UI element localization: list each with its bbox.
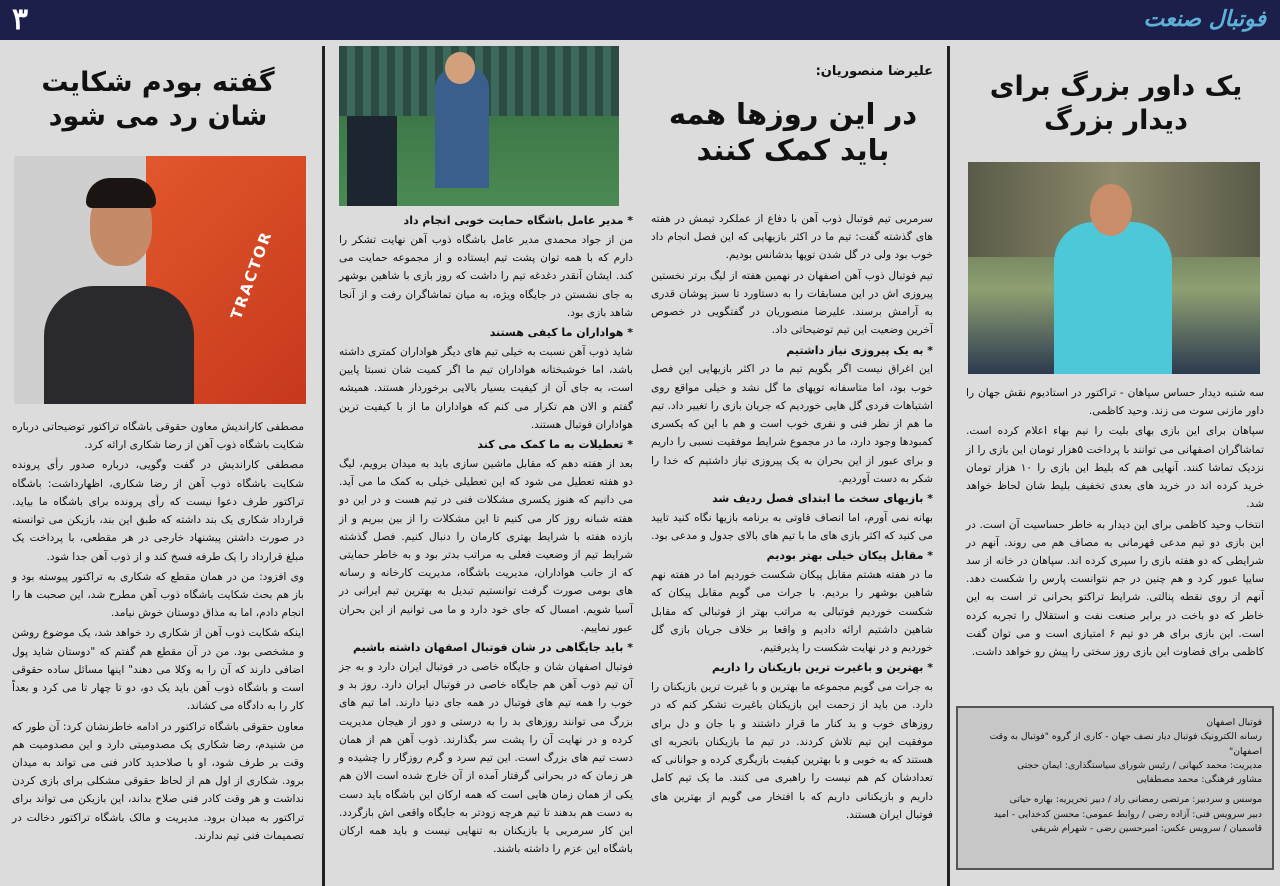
paragraph: مصطفی کاراندیش معاون حقوقی باشگاه تراکتور توضیحاتی درباره شکایت باشگاه ذوب آهن از رضا شکاری ارائه کرد.: [12, 421, 304, 452]
paragraph: سه شنبه دیدار حساس سپاهان - تراکتور در استادیوم نقش جهان را داور مازنی سوت می زند. وحید کاظمی.: [966, 387, 1264, 418]
referee-photo: [968, 162, 1260, 374]
tractor-flag-text: TRACTOR: [227, 228, 276, 322]
paragraph: مصطفی کاراندیش در گفت وگویی، درباره صدور رأی پرونده شکایت باشگاه ذوب آهن از رضا شکاری، اظهارداشت: باشگاه تراکتور طرف دعوا نیست که رأی پرونده برای باشگاه ما بیاید. قرارداد شکاری یک بند داشته که طبق این بند، بازیکن می توانسته در صورت داشتن پیشنهاد خارجی در هر مقطعی، با پرداخت یک مبلغ قرارداد را یک طرفه فسخ کند و از ذوب آهن جدا شود.: [12, 459, 304, 563]
middle-column: [322, 46, 950, 886]
paragraph: بهانه نمی آورم، اما انصاف قاوتی به برنامه بازیها نگاه کنید تایید می کنید که اکثر بازی های ما با تیم های بالای جدول و مدعی بود.: [651, 511, 933, 543]
complaint-article-body: [12, 418, 304, 847]
credit-line: دبیر سرویس فنی: آزاده رضی / روابط عمومی: محسن کدخدایی - امید قاسمیان / سرویس عکس: امیرحسین رضی - شهرام شریفی: [993, 808, 1262, 834]
subheading: * مدیر عامل باشگاه حمایت خوبی انجام داد: [403, 214, 633, 227]
paragraph: اینکه شکایت ذوب آهن از شکاری رد خواهد شد، یک موضوع روشن و مشخصی بود. من در آن مقطع هم گفتم که "دوستان شاید پول اضافی دارند که آن را به وکلا می دهند" اینها مسائل ساده حقوقی است و باشگاه ذوب آهن باید یک دو، دو تا چهار تا می کرد و بعداً کار را به دادگاه می کشاند.: [12, 627, 304, 713]
credit-line: موسس و سردبیر: مرتضی رمضانی راد / دبیر تحریریه: بهاره حیاتی: [1009, 794, 1262, 806]
interview-headline: در این روزها همه باید کمک کنند: [668, 97, 918, 168]
interview-body-right: [651, 210, 933, 826]
masthead-credits: [956, 706, 1274, 870]
complaint-article-headline: گفته بودم شکایت شان رد می شود: [41, 67, 275, 132]
subheading: * به یک پیروزی نیاز داشتیم: [786, 343, 933, 357]
paragraph: ما در هفته هشتم مقابل پیکان شکست خوردیم اما در هفته نهم شاهین بوشهر را بردیم. با جرات می گویم مقابل پیکان که شکست خوردیم فوتبالی به مراتب بهتر از فوتبالی که مقابل شاهین داشتیم ارائه دادیم و واقعا بر خلاف جریان بازی گل خوردیم و در نهایت شکست را پذیرفتیم.: [651, 569, 933, 655]
paragraph: سپاهان برای این بازی بهای بلیت را نیم بهاء اعلام کرده است. تماشاگران اصفهانی می توانند با پرداخت ۵هزار تومان این بازی را از نزدیک تماشا کنند. آنهایی هم که بلیط این بازی را ۱۰ هزار تومان خرید کرده اند در خرید های بعدی تخفیف بلیط شان لحاظ خواهد شد.: [966, 425, 1264, 511]
official-photo: [14, 156, 306, 404]
right-column: [952, 40, 1280, 886]
interview-kicker: علیرضا منصوریان:: [815, 64, 933, 79]
paragraph: من از جواد محمدی مدیر عامل باشگاه ذوب آهن نهایت تشکر را دارم که با همه توان پشت تیم ایستاده و از مجموعه حمایت می کند. ایشان آنقدر دغدغه تیم را داشت که روز بازی با شاهین بوشهر به جای نشستن در جایگاه ویژه، به میان تماشاگران رفت و از آنجا شاهد بازی بود.: [339, 233, 633, 319]
subheading: * بازیهای سخت ما ابتدای فصل ردیف شد: [712, 491, 933, 505]
paragraph: شاید ذوب آهن نسبت به خیلی تیم های دیگر هواداران کمتری داشته باشد، اما خوشبختانه هواداران تیم ما اگر کمیت شان نسبتا پایین است، به جای آن از کیفیت بسیار بالایی برخوردار هستند. همیشه گفتم و الان هم تکرار می کنم که هواداران ما از با کیفیت ترین هواداران فوتبال هستند.: [339, 345, 633, 431]
subheading: * مقابل پیکان خیلی بهتر بودیم: [766, 549, 933, 563]
left-column: [0, 40, 318, 886]
subheading: * بهترین و باغیرت ترین بازیکنان را داریم: [711, 661, 933, 675]
paragraph: وی افزود: من در همان مقطع که شکاری به تراکتور پیوسته بود و باز هم بحث شکایت باشگاه ذوب آهن مطرح شد، این صحبت ها را انجام دادم، اما به مذاق دوستان خوش نیامد.: [12, 570, 304, 620]
paragraph: انتخاب وحید کاظمی برای این دیدار به خاطر حساسیت آن است. در این بازی دو تیم مدعی قهرمانی به مصاف هم می روند. آنهم در شرایطی که دو هفته بازی را سپری کرده اند. سپاهان در خانه از سد سایپا عبور کرد و هم چنین در جم نتوانست پارس را شکست دهد. آنهم از روی نقطه پنالتی. شرایط تراکتو بحرانی تر است به این خاطر که دو باخت در برابر صنعت نفت و استقلال را تجربه کرده است. این بازی برای هر دو تیم ۶ امتیازی است و می توان گفت کاظمی برای قضاوت این بازی روز سختی را پیش رو خواهد داشت.: [966, 518, 1264, 659]
referee-article-body: [966, 384, 1264, 663]
paragraph: به جرات می گویم مجموعه ما بهترین و با غیرت ترین بازیکنان را دارد. من باید از زحمت این بازیکنان باغیرت تشکر کنم که در روزهای خوب و بد کنار ما قرار داشتند و با جان و دل برای موفقیت این تیم تلاش کردند. در تیم ما بازیکنان باتجربه ای هستند که به خوبی و با بهترین کیفیت بازیگری کرده و جوانانی که تعدادشان کم هم نیست را راهبری می کنند. ما یک تیم کامل داریم و بازیکنانی داریم که با افتخار می گویم از بهترین های فوتبال ایران هستند.: [651, 681, 933, 821]
page-number: ۳: [12, 2, 29, 37]
credit-line: مدیریت: محمد کیهانی / رئیس شورای سیاستگذاری: ایمان حجتی: [1017, 759, 1262, 771]
paragraph: این اغراق نیست اگر بگویم تیم ما در اکثر بازیهایی این فصل خوب بود، اما متاسفانه توپهای ما گل نشد و خیلی مواقع روی اشتباهات فردی گل هایی خوردیم که جریان بازی را تغییر داد. تیم ما هم از نظر فنی و نفری خوب است و هم با این که یکسری کمبودها وجود دارد، ما در مجموع شرایط موفقیت نسبی را داریم و برای عبور از این بحران به یک پیروزی نیاز داشتیم که خدا را شکر به دست آوردیم.: [651, 363, 933, 485]
subheading: * هواداران ما کیفی هستند: [489, 326, 633, 339]
subheading: * تعطیلات به ما کمک می کند: [477, 438, 633, 451]
paragraph: بعد از هفته دهم که مقابل ماشین سازی باید به میدان برویم، لیگ دو هفته تعطیل می شود که این تعطیلی خیلی به کمک ما می آید. می دانیم که هنوز یکسری مشکلات فنی در تیم هست و در این دو هفته شبانه روز کار می کنیم تا این مشکلات را از بین ببریم و از بازده هفته با شرایط بهتری کارمان را دنبال کنیم. فصل گذشته شرایط تیم از وضعیت فعلی به مراتب بدتر بود و به خاطر حمایتی که از جانب هواداران، مدیریت باشگاه، مدیریت کارخانه و رسانه های بومی صورت گرفت توانستیم تبدیل به بهترین تیم ایرانی در آسیا شویم. امسال که جای خود دارد و ما می توانیم از این بحران عبور نماییم.: [339, 457, 633, 634]
paragraph: فوتبال اصفهان شان و جایگاه خاصی در فوتبال ایران دارد و به جز آن تیم ذوب آهن هم جایگاه خاصی در فوتبال ایران دارد. روز بد و خوب را همه تیم های فوتبال در همه جای دنیا دارند. اما تیم های بزرگ می توانند روزهای بد را به درستی و دور از هیجان مدیریت کرده و در نهایت آن را پشت سر بگذارند. ذوب آهن هم از همان دست تیم های بزرگ است. این تیم سرد و گرم روزگار را چشیده و هر زمان که در بحرانی گرفتار آمده از آن خارج شده است الان هم یکی از همان زمان هایی است که همه ارکان این باشگاه باید دست به دست هم بدهند تا تیم هرچه زودتر به جایگاه واقعی اش بازگردد. این کار سرمربی یا بازیکنان به تنهایی نیست و باید همه ارکان باشگاه این عزم را داشته باشند.: [339, 661, 633, 856]
coach-photo: [339, 46, 619, 206]
interview-body-left: [339, 212, 633, 860]
subheading: * باید جایگاهی در شان فوتبال اصفهان داشته باشیم: [352, 641, 633, 655]
credit-line: فوتبال اصفهان: [1206, 717, 1262, 728]
paragraph: سرمربی تیم فوتبال ذوب آهن با دفاع از عملکرد تیمش در هفته های گذشته گفت: تیم ما در اکثر بازیهایی که این فصل انجام داد خوب بود ولی در گل شدن توپها بدشانس بودیم.: [651, 213, 933, 262]
referee-article-headline: یک داور بزرگ برای دیدار بزرگ: [989, 71, 1243, 136]
publication-logo: فوتبال صنعت: [1143, 6, 1266, 32]
credit-line: رسانه الکترونیک فوتبال دیار نصف جهان - کاری از گروه "فوتبال به وقت اصفهان": [989, 731, 1262, 757]
paragraph: تیم فوتبال ذوب آهن اصفهان در نهمین هفته از لیگ برتر نخستین پیروزی اش در این مسابقات را به دستاورد تا سبز پوشان قدری به آرامش برسند. علیرضا منصوریان در گفتگویی در خصوص آخرین وضعیت این تیم توضیحاتی داد.: [651, 269, 933, 337]
credit-line: مشاور فرهنگی: محمد مصطفایی: [1136, 774, 1262, 785]
paragraph: معاون حقوقی باشگاه تراکتور در ادامه خاطرنشان کرد: آن طور که من شنیدم، رضا شکاری یک مصدومیتی دارد و این مصدومیت هم وقت بر طرف شود، او با صلاحدید کادر فنی می تواند به میدان برود. شکاری از اول هم از لحاظ حقوقی مشکلی برای بازی کردن نداشت و هر وقت کادر فنی صلاح بداند، این بازیکن می تواند برای تراکتور به میدان برود. مدیریت و مالک باشگاه تراکتور دخالت در تصمیمات فنی تیم ندارند.: [12, 720, 304, 842]
top-bar: [0, 0, 1280, 40]
